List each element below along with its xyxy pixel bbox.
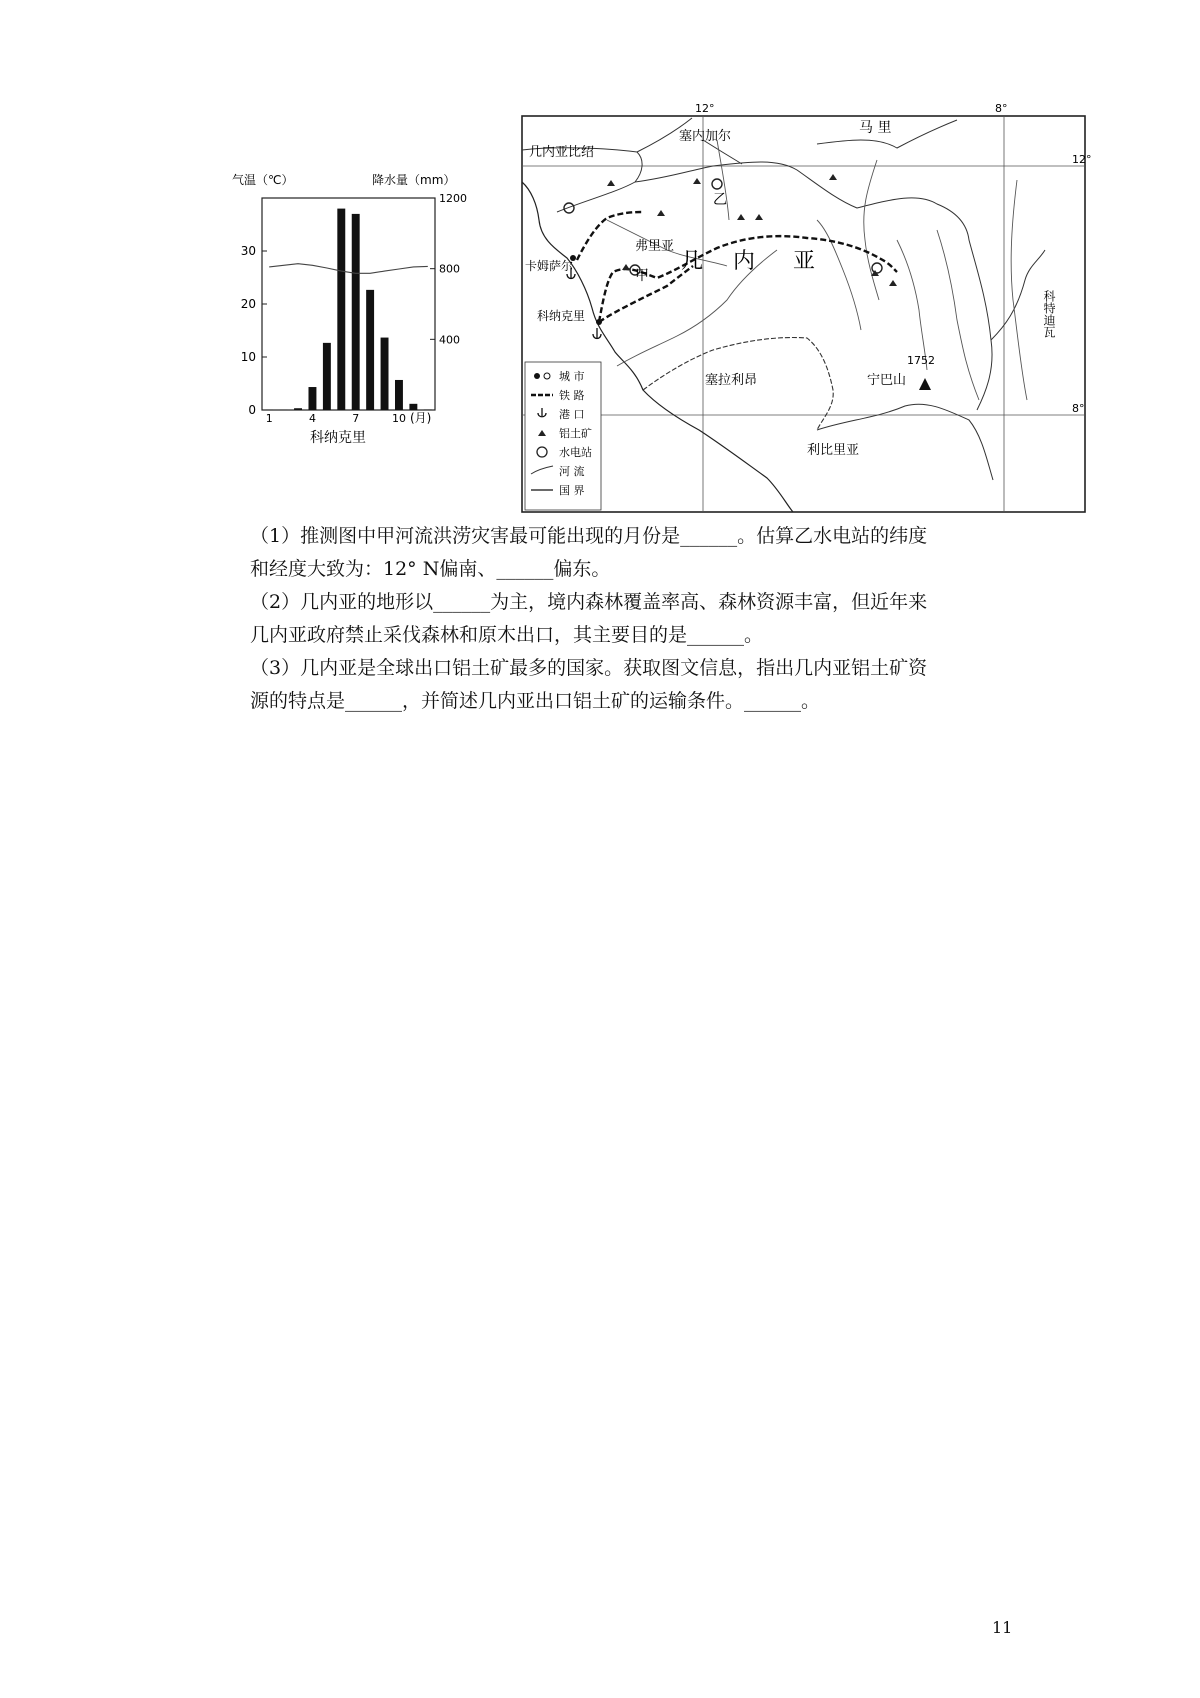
question-3-line-1: （3）几内亚是全球出口铝土矿最多的国家。获取图文信息，指出几内亚铝土矿资: [250, 657, 928, 679]
label-mali: 马 里: [859, 120, 892, 136]
legend-label: 水电站: [559, 446, 592, 459]
precipitation-bar: [409, 404, 417, 410]
lat-label-8: 8°: [1072, 402, 1085, 415]
question-1: [250, 520, 1010, 586]
label-yi: 乙: [713, 192, 727, 208]
left-tick-label: 10: [240, 350, 256, 364]
temperature-line: [269, 264, 428, 274]
label-guinea-1: 几: [681, 249, 704, 274]
question-3: [250, 652, 1010, 718]
x-axis-label: 科纳克里: [310, 430, 366, 446]
legend-label: 国 界: [559, 484, 585, 497]
x-tick-label: 4: [308, 412, 316, 425]
precipitation-bar: [366, 290, 374, 410]
label-guinea-3: 亚: [793, 249, 816, 274]
lon-label-12: 12°: [695, 102, 715, 115]
x-ticks: [266, 412, 406, 425]
label-guinea-2: 内: [733, 249, 756, 274]
label-cote-divoire: 科特迪瓦: [1042, 290, 1056, 338]
precipitation-bar: [323, 343, 331, 410]
question-1-line-2: 和经度大致为：12° N偏南、______偏东。: [250, 558, 611, 580]
precipitation-bar: [337, 209, 345, 410]
lon-label-8: 8°: [995, 102, 1008, 115]
label-conakry: 科纳克里: [537, 309, 586, 323]
lat-label-12: 12°: [1072, 153, 1092, 166]
plot-frame: [262, 198, 435, 410]
legend-label: 城 市: [559, 370, 585, 383]
city-conakry-icon: [596, 319, 602, 325]
legend-label: 河 流: [559, 465, 585, 478]
precipitation-bar: [352, 214, 360, 410]
label-nimba-height: 1752: [907, 354, 935, 367]
question-1-line-1: （1）推测图中甲河流洪涝灾害最可能出现的月份是______。估算乙水电站的纬度: [250, 525, 928, 547]
label-jia: 甲: [635, 268, 649, 284]
right-tick-label: 400: [439, 333, 460, 347]
question-2: [250, 586, 1010, 652]
label-nimba: 宁巴山: [867, 373, 907, 388]
left-ticks: [241, 244, 267, 417]
right-tick-label: 1200: [439, 192, 467, 205]
label-fria: 弗里亚: [635, 239, 675, 254]
precipitation-bar: [308, 387, 316, 410]
label-kamsar: 卡姆萨尔: [525, 259, 574, 273]
x-unit-label: (月): [410, 411, 432, 425]
question-2-line-2: 几内亚政府禁止采伐森林和原木出口，其主要目的是______。: [250, 624, 764, 646]
guinea-map: [517, 100, 1092, 530]
legend-label: 铁 路: [559, 389, 585, 402]
right-tick-label: 800: [439, 262, 460, 276]
label-sierra-leone: 塞拉利昂: [705, 373, 758, 388]
page-number: 11: [992, 1618, 1013, 1637]
precipitation-bar: [424, 409, 432, 410]
question-2-line-1: （2）几内亚的地形以______为主，境内森林覆盖率高、森林资源丰富，但近年来: [250, 591, 928, 613]
precipitation-bar: [294, 408, 302, 410]
left-tick-label: 20: [240, 297, 256, 311]
x-tick-label: 1: [265, 412, 273, 425]
right-axis-label: 降水量（mm）: [372, 173, 456, 187]
legend-label: 港 口: [559, 408, 585, 421]
left-tick-label: 30: [240, 244, 256, 258]
legend-label: 铝土矿: [559, 427, 592, 440]
climate-chart: [232, 168, 472, 478]
label-senegal: 塞内加尔: [679, 129, 732, 144]
question-3-line-2: 源的特点是______，并简述几内亚出口铝土矿的运输条件。______。: [250, 690, 821, 712]
left-tick-label: 0: [248, 403, 256, 417]
x-tick-label: 10: [391, 412, 406, 425]
precipitation-bars: [265, 209, 432, 410]
precipitation-bar: [381, 338, 389, 410]
x-tick-label: 7: [352, 412, 360, 425]
precipitation-bar: [395, 380, 403, 410]
left-axis-label: 气温（℃）: [232, 173, 294, 187]
map-frame: [522, 116, 1085, 512]
city-icon: [534, 373, 540, 379]
map-legend: [525, 362, 601, 510]
label-liberia: 利比里亚: [807, 443, 860, 458]
label-guinea-bissau: 几内亚比绍: [529, 145, 595, 160]
